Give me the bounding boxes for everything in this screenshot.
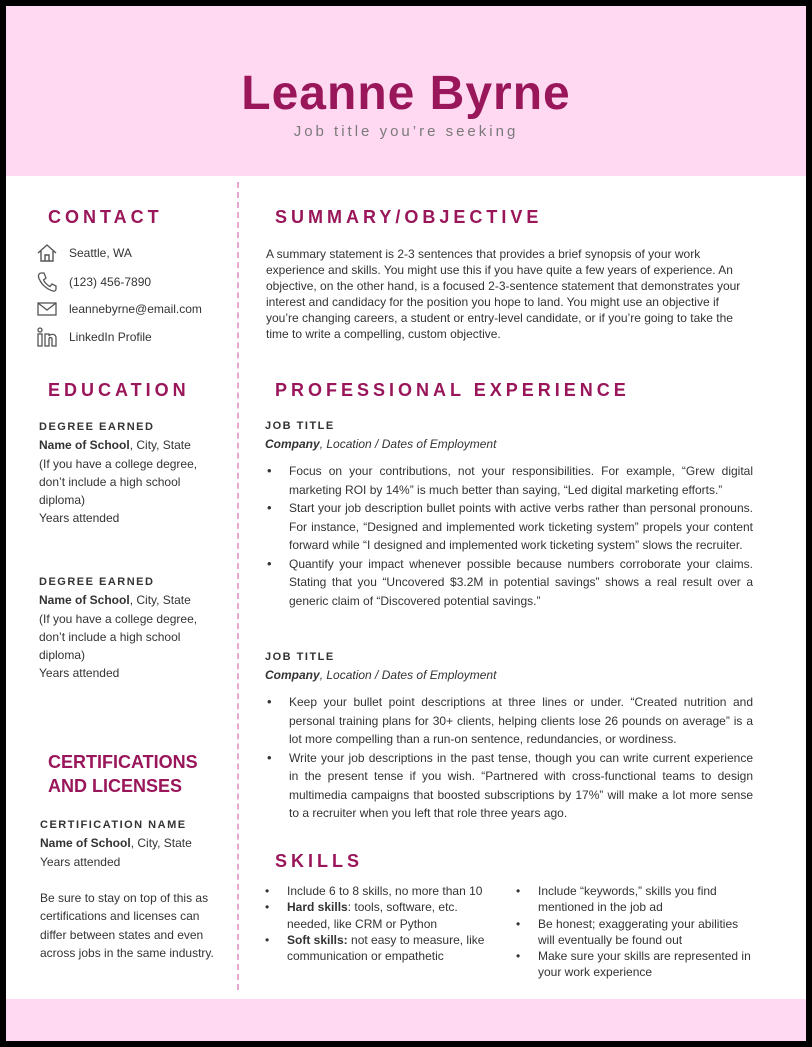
years-attended: Years attended [39,511,120,526]
skill-text: Make sure your skills are represented in [538,949,751,964]
summary-line: A summary statement is 2-3 sentences that provides a brief synopsis of your work [266,247,701,261]
contact-location-text: Seattle, WA [69,246,132,260]
job-company-line [265,666,765,684]
summary-heading: SUMMARY/OBJECTIVE [275,207,543,227]
school-name: Name of School [39,593,130,608]
education-entry-1 [39,418,229,528]
contact-email-text[interactable]: leannebyrne@email.com [69,302,202,316]
skill-text: mentioned in the job ad [538,900,663,915]
phone-icon [36,271,58,293]
certification-note-line: certifications and licenses can [40,909,200,924]
certification-school-line [40,834,230,852]
job-2-header [265,648,765,685]
summary-line: you’re changing careers, a student or entry-level candidate, or if you’re going to take the [266,311,733,325]
certification-location: , City, State [130,836,192,851]
job-company-line [265,435,765,453]
experience-heading: PROFESSIONAL EXPERIENCE [275,380,630,400]
home-icon [36,242,58,264]
skill-text: Include 6 to 8 skills, no more than 10 [287,884,483,898]
job-1-bullets [265,462,753,610]
job-title: JOB TITLE [265,651,335,663]
contact-phone-text[interactable]: (123) 456-7890 [69,275,152,289]
certification-note [40,889,230,962]
skill-item [516,916,776,949]
summary-line: time to write a compelling, custom objective. [266,327,501,341]
skill-text: needed, like CRM or Python [287,916,438,931]
job-bullet: • Write your job descriptions in the past tense, though you can write current experience in the present tense if you wish. “Partnered with cross-functional teams to design multimedia campaigns that boosted subscriptions by 17%” will make a lot more sense to a recruiter when you left that role three years ago. [265,749,753,823]
skill-item [265,899,510,932]
resume-page [6,6,806,1041]
school-line [39,591,229,609]
job-company: Company [265,437,320,452]
degree-note-line: don’t include a high school [39,629,181,644]
degree-note-line: diploma) [39,493,86,508]
skill-text: : tools, software, etc. [347,900,458,915]
skills-right-list [516,883,776,981]
column-divider [237,182,239,990]
job-bullet: • Quantify your impact whenever possible because numbers corroborate your claims. Stating that you “Uncovered $3.2M in potential savings” shows a real result over a generic claim of “Discovered potential savings.” [265,555,753,611]
degree-title: DEGREE EARNED [39,421,155,433]
school-location: , City, State [129,438,191,453]
school-line [39,436,229,454]
skills-heading: SKILLS [275,851,364,871]
candidate-name: Leanne Byrne [241,67,571,120]
skill-text: Be honest; exaggerating your abilities [538,916,739,931]
job-1-header [265,417,765,454]
skill-text: will eventually be found out [538,932,683,947]
certification-years: Years attended [40,854,121,869]
degree-note-line: (If you have a college degree, [39,456,198,471]
skill-item [516,883,776,916]
degree-note-line: don’t include a high school [39,474,181,489]
linkedin-icon [36,326,58,348]
job-details: , Location / Dates of Employment [319,437,497,452]
email-icon [36,298,58,320]
summary-line: interest and candidacy for the position you hope to land. You might use an objective if [266,295,719,309]
job-title: JOB TITLE [265,420,335,432]
certification-note-line: Be sure to stay on top of this as [40,891,209,905]
job-details: , Location / Dates of Employment [319,668,497,683]
certifications-heading-line1: CERTIFICATIONS [48,752,198,772]
skill-item [265,932,510,965]
contact-heading: CONTACT [48,207,163,227]
footer-band [6,999,806,1041]
certification-title: CERTIFICATION NAME [40,819,187,831]
skill-text: Include “keywords,” skills you find [538,884,717,898]
skill-item [265,883,510,899]
school-name: Name of School [39,438,130,453]
degree-note-line: diploma) [39,648,86,663]
education-heading: EDUCATION [48,380,190,400]
job-company: Company [265,668,320,683]
certifications-heading [48,750,198,798]
skill-item [516,948,776,981]
contact-phone [36,271,151,293]
skill-label: Hard skills [287,900,348,915]
certification-note-line: differ between states and even [40,927,204,942]
contact-linkedin [36,326,152,348]
certification-school: Name of School [40,836,131,851]
job-bullet: • Keep your bullet point descriptions at three lines or under. “Created nutrition and personal training plans for 30+ clients, helping clients lose 26 pounds on average” is a lot more compelling than a run-on sentence, redundancies, or wordiness. [265,693,753,749]
job-bullet: • Start your job description bullet points with active verbs rather than personal pronouns. For instance, “Designed and implemented work ticketing system” propels your content forward while “I designed and implemented work ticketing system” slows the recruiter. [265,499,753,555]
contact-email [36,298,202,320]
job-title-sought: Job title you’re seeking [293,123,519,140]
education-entry-2 [39,573,229,683]
job-2-bullets [265,693,753,823]
certification-entry [40,816,230,871]
skill-text: communication or empathetic [287,949,444,964]
summary-text [266,246,766,342]
years-attended: Years attended [39,666,120,681]
degree-title: DEGREE EARNED [39,576,155,588]
skill-text: your work experience [538,965,653,980]
degree-note-line: (If you have a college degree, [39,611,198,626]
summary-line: experience and skills. You might use this if you have quite a few years of experience. An [266,263,733,277]
contact-location [36,242,132,264]
job-bullet: • Focus on your contributions, not your responsibilities. For example, “Grew digital marketing ROI by 14%” is much better than saying, “Led digital marketing efforts.” [265,462,753,499]
school-location: , City, State [129,593,191,608]
skill-label: Soft skills: [287,932,348,947]
certifications-heading-line2: AND LICENSES [48,776,183,796]
certification-note-line: across jobs in the same industry. [40,945,214,960]
header-band [6,6,806,176]
summary-line: objective, on the other hand, is a focused 2-3-sentence statement that demonstrates your [266,279,741,293]
skills-left-list [265,883,510,964]
contact-linkedin-text[interactable]: LinkedIn Profile [69,330,152,344]
skill-text: not easy to measure, like [347,932,485,947]
